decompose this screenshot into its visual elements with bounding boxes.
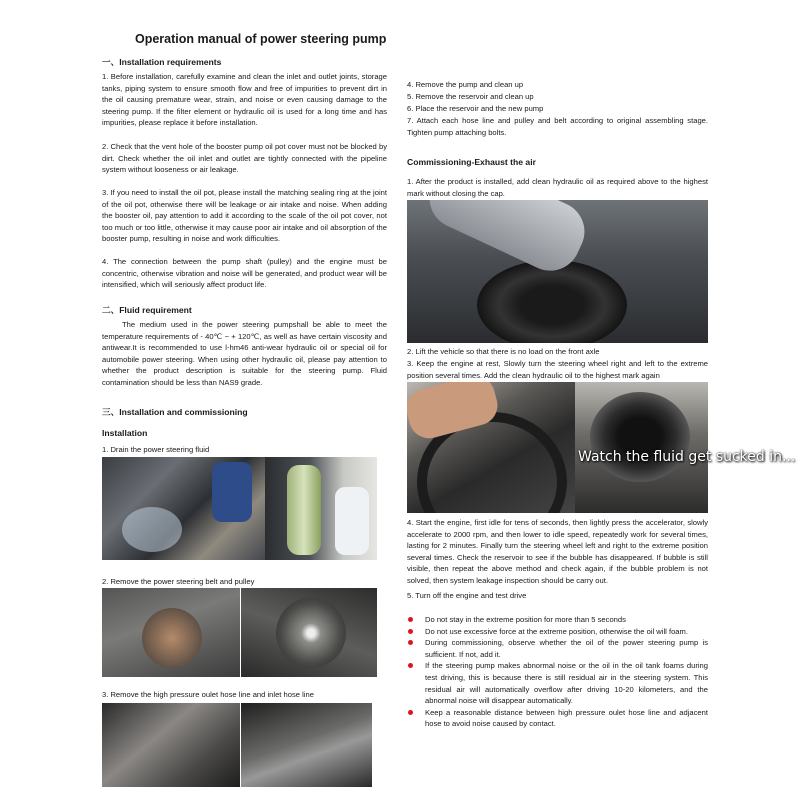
photo-draining-fluid <box>102 457 265 560</box>
install-step-3: 3. Remove the high pressure oulet hose line and inlet hose line <box>102 690 314 699</box>
photo-belt-removal <box>102 588 240 677</box>
install-step-5: 5. Remove the reservoir and clean up <box>407 92 534 101</box>
commissioning-step-4: 4. Start the engine, first idle for tens of seconds, then lightly press the accelerator, slowly accelerate to 2000 rpm, and then lower to idle speed, repeatedly work for several times, lasting for 2 minutes. Finally turn the steering wheel left and right to the extreme position several times. Check the reservoir to see if the bubble has disappeared. If bubble is still visible, then repeat the above method and check again, if the bubble problem is not solved, then system leakage inspection should be carry out. <box>407 518 708 585</box>
install-step-7: 7. Attach each hose line and pulley and belt according to original assembling stage. Tighten pump attaching bolts. <box>407 116 708 137</box>
section-heading-fluid: 二、Fluid requirement <box>102 305 192 315</box>
bullet-icon <box>408 710 413 715</box>
photo-steering-wheel <box>407 382 575 513</box>
note-item: Keep a reasonable distance between high pressure oulet hose line and adjacent hose to avoid noise caused by contact. <box>407 707 708 730</box>
commissioning-step-2: 2. Lift the vehicle so that there is no load on the front axle <box>407 347 600 356</box>
photo-reservoir-fluid <box>575 382 708 513</box>
requirement-3: 3. If you need to install the oil pot, please install the matching sealing ring at the joint of the oil pot, otherwise there will be leakage or air intake and noise. When adding the booster oil, pay attention to add it according to the scale of the oil pot cover, not too much or too little, otherwise it may cause poor air intake and oil absorption of the booster pump, resulting in noise and work difficulties. <box>102 188 387 244</box>
photo-pulley <box>241 588 377 677</box>
bullet-icon <box>408 617 413 622</box>
install-step-2: 2. Remove the power steering belt and pulley <box>102 577 255 586</box>
bullet-icon <box>408 640 413 645</box>
section-heading-installation-commissioning: 三、Installation and commissioning <box>102 407 248 417</box>
bullet-icon <box>408 663 413 668</box>
note-item: During commissioning, observe whether the oil of the power steering pump is sufficient. If not, add it. <box>407 637 708 660</box>
commissioning-step-3: 3. Keep the engine at rest, Slowly turn the steering wheel right and left to the extreme position several times. Add the clean hydraulic oil to the highest mark again <box>407 359 708 380</box>
install-step-6: 6. Place the reservoir and the new pump <box>407 104 544 113</box>
commissioning-step-5: 5. Turn off the engine and test drive <box>407 591 527 600</box>
page-title: Operation manual of power steering pump <box>135 32 387 46</box>
photo-hose-lines <box>241 703 372 787</box>
commissioning-heading: Commissioning-Exhaust the air <box>407 157 536 167</box>
commissioning-step-1: 1. After the product is installed, add clean hydraulic oil as required above to the highest mark without closing the cap. <box>407 177 708 198</box>
install-step-4: 4. Remove the pump and clean up <box>407 80 524 89</box>
fluid-text: The medium used in the power steering pumpshall be able to meet the temperature requirements of - 40℃ ~ + 120℃, as well as have certain viscosity and antiwear.It is recommended to use l-hm46 anti-wear hydraulic oil or special oil for automobile power steering. When using other hydraulic oil, please pay attention to whether the product description is suitable for the steering pump. Fluid contamination should be less than NAS9 grade. <box>102 320 387 387</box>
section-heading-installation-requirements: 一、Installation requirements <box>102 57 222 67</box>
requirement-2: 2. Check that the vent hole of the booster pump oil pot cover must not be blocked by dirt. Check whether the oil inlet and outlet are tightly connected with the pipeline system without looseness or air leakage. <box>102 142 387 175</box>
installation-subheading: Installation <box>102 428 148 438</box>
bullet-icon <box>408 629 413 634</box>
requirement-4: 4. The connection between the pump shaft (pulley) and the engine must be concentric, otherwise vibration and noise will be generated, and product wear will be intensified, which will seriously affect product life. <box>102 257 387 290</box>
notes-list <box>407 614 708 730</box>
photo-adding-oil <box>407 200 708 343</box>
note-item: Do not use excessive force at the extreme position, otherwise the oil will foam. <box>407 626 708 638</box>
video-overlay-caption: Watch the fluid get sucked in... <box>578 449 796 465</box>
photo-reservoir <box>265 457 377 560</box>
install-step-1: 1. Drain the power steering fluid <box>102 445 210 454</box>
note-item: If the steering pump makes abnormal noise or the oil in the oil tank foams during test driving, this is because there is still residual air in the steering system. This residual air will automatically overflow after driving 10-20 kilometers, and the abnormal noise will disappear automatically. <box>407 660 708 706</box>
requirement-1: 1. Before installation, carefully examine and clean the inlet and outlet joints, storage tanks, piping system to ensure smooth flow and free of impurities to prevent dirt in the oil causing premature wear, strain, and noise or even causing damage to the steering pump. If the filter element or hydraulic oil is used for a long time and has impurities, please replace it before installation. <box>102 72 387 128</box>
photo-hose-removal <box>102 703 240 787</box>
note-item: Do not stay in the extreme position for more than 5 seconds <box>407 614 708 626</box>
